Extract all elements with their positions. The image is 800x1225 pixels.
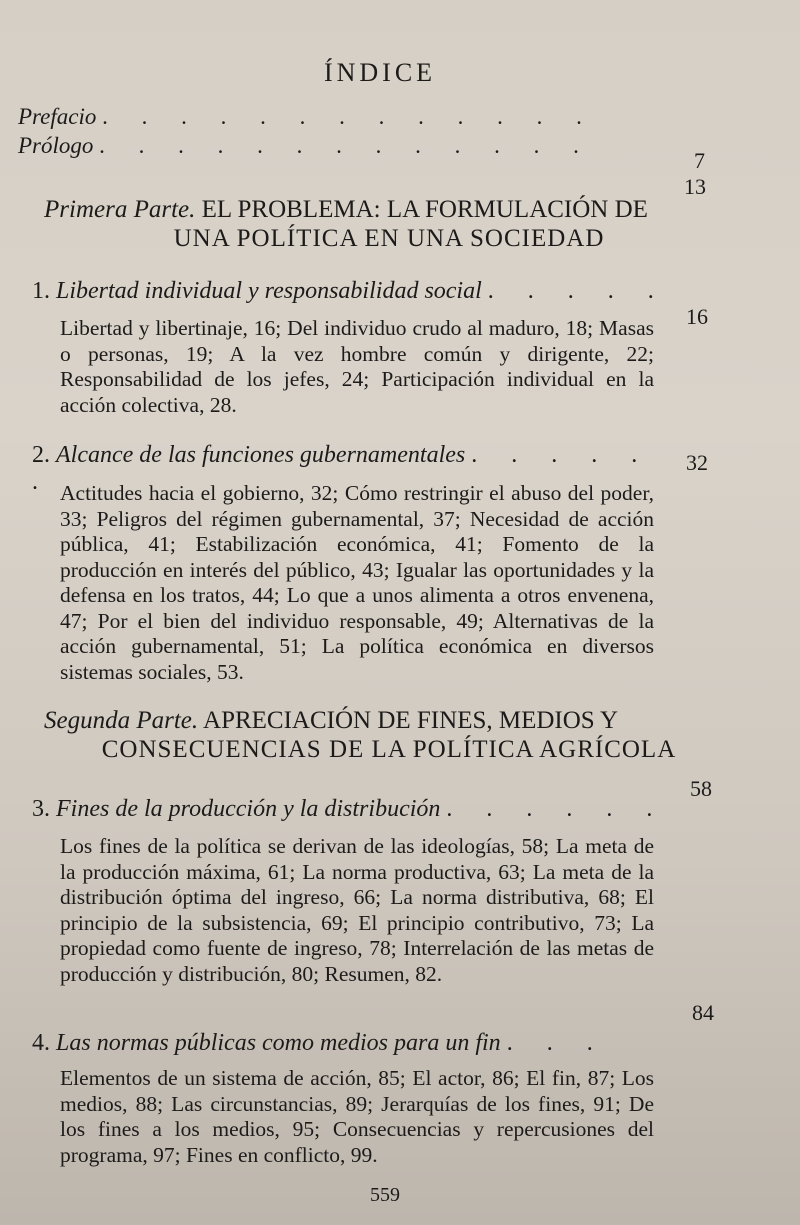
leader-dots: . . . . . . . . . . . . . [99, 133, 593, 158]
chapter-title: Alcance de las funciones gubernamentales [56, 442, 466, 468]
leader-dots: . . . . . . [32, 442, 652, 495]
chapter-number: 2. [32, 442, 50, 468]
chapter-number: 3. [32, 796, 50, 822]
page-number: 7 [694, 148, 705, 173]
chapter-number: 1. [32, 278, 50, 304]
part-label: Segunda Parte. [44, 707, 199, 734]
chapter-description: Actitudes hacia el gobierno, 32; Cómo restringir el abuso del poder, 33; Peligros del régimen gubernamental, 37; Necesidad de acción pública, 41; Estabilización económica, 41; Fomento de la producción en interés del público, 43; Igualar las oportunidades y la defensa en los tratos, 44; Lo que a unos alimenta a otros envenena, 47; Por el bien del individuo responsable, 49; Alternativas de la acción gubernamental, 51; La política económica en diversos sistemas sociales, 53. [60, 481, 654, 684]
page-number: 84 [692, 1000, 714, 1025]
chapter-description: Los fines de la política se derivan de las ideologías, 58; La meta de la producción máxima, 61; La norma productiva, 63; La meta de la distribución óptima del ingreso, 66; La norma distributiva, 68; El principio de la subsistencia, 69; El principio contributivo, 73; La propiedad como fuente de ingreso, 78; Interrelación de las metas de producción y distribución, 80; Resumen, 82. [60, 834, 654, 986]
entry-title: Prólogo [18, 133, 94, 158]
part-label: Primera Parte. [44, 196, 196, 223]
chapter-title: Las normas públicas como medios para un fin [56, 1030, 501, 1056]
leader-dots: . . . . . . . . . . . . . [102, 104, 596, 129]
page-title: ÍNDICE [323, 58, 437, 87]
page-number: 58 [690, 776, 712, 801]
front-matter-entry-prefacio [18, 104, 596, 130]
chapter-number: 4. [32, 1030, 50, 1056]
folio-page-number: 559 [370, 1184, 400, 1206]
chapter-description: Elementos de un sistema de acción, 85; El actor, 86; El fin, 87; Los medios, 88; Las circunstancias, 89; Jerarquías de los fines, 91; De los fines a los medios, 95; Consecuencias y repercusiones del programa, 97; Fines en conflicto, 99. [60, 1066, 654, 1167]
chapter-entry-3 [32, 796, 672, 823]
leader-dots: . . . . . [487, 278, 668, 304]
page-number: 16 [686, 304, 708, 329]
part-title-line2: CONSECUENCIAS DE LA POLÍTICA AGRÍCOLA [101, 736, 677, 763]
chapter-entry-4 [32, 1030, 672, 1057]
leader-dots: . . . [506, 1030, 607, 1056]
part-title-line1: EL PROBLEMA: LA FORMULACIÓN DE [201, 196, 648, 223]
leader-dots: . . . . . . [446, 796, 667, 822]
chapter-description: Libertad y libertinaje, 16; Del individuo crudo al maduro, 18; Masas o personas, 19; A la vez hombre común y dirigente, 22; Responsabilidad de los jefes, 24; Participación individual en la acción colectiva, 28. [60, 316, 654, 417]
chapter-title: Libertad individual y responsabilidad social [56, 278, 482, 304]
chapter-title: Fines de la producción y la distribución [56, 796, 441, 822]
page-number: 32 [686, 450, 708, 475]
part-heading-segunda [44, 706, 734, 764]
front-matter-entry-prologo [18, 133, 593, 159]
page-number: 13 [684, 174, 706, 199]
part-title-line2: UNA POLÍTICA EN UNA SOCIEDAD [173, 225, 605, 252]
chapter-entry-1 [32, 278, 672, 305]
part-heading-primera [44, 195, 734, 253]
part-title-line1: APRECIACIÓN DE FINES, MEDIOS Y [203, 707, 619, 734]
entry-title: Prefacio [18, 104, 97, 129]
